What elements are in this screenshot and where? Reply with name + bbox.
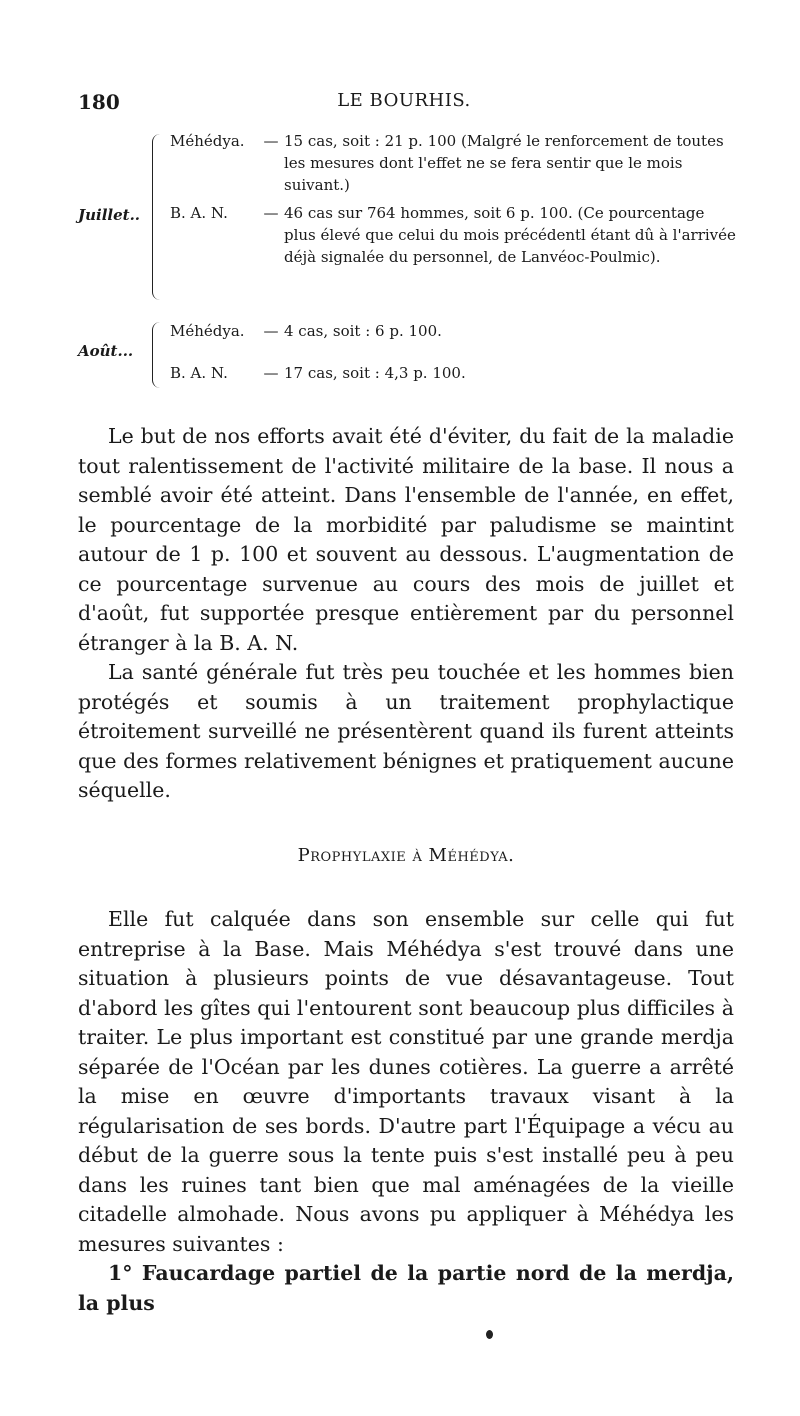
entry-ban-july xyxy=(170,202,738,268)
entry-text: 15 cas, soit : 21 p. 100 (Malgré le renforcement de toutes les mesures dont l'effet ne se fera sentir que le mois suivant.) xyxy=(284,132,724,194)
entry-text: 4 cas, soit : 6 p. 100. xyxy=(284,322,442,340)
entry-ban-august xyxy=(170,362,738,384)
entry-text: 17 cas, soit : 4,3 p. 100. xyxy=(284,364,466,382)
entry-mehedya-august xyxy=(170,320,738,342)
month-label: Août... xyxy=(78,342,134,360)
entry-site: B. A. N. xyxy=(170,204,228,222)
body-text-bottom xyxy=(78,905,734,1318)
entry-site: Méhédya. xyxy=(170,132,245,150)
paragraph: Le but de nos efforts avait été d'éviter, du fait de la maladie tout ralentissement de l'activité militaire de la base. Il nous a semblé avoir été atteint. Dans l'ensemble de l'année, en effet, le pourcentage de la morbidité par paludisme se maintint autour de 1 p. 100 et souvent au dessous. L'augmentation de ce pourcentage survenue au cours des mois de juillet et d'août, fut supportée presque entièrement par du personnel étranger à la B. A. N. xyxy=(78,424,734,655)
paragraph: Elle fut calquée dans son ensemble sur celle qui fut entreprise à la Base. Mais Méhédya s'est trouvé dans une situation à plusieurs points de vue désavantageuse. Tout d'abord les gîtes qui l'entourent sont beaucoup plus difficiles à traiter. Le plus important est constitué par une grande merdja séparée de l'Océan par les dunes cotières. La guerre a arrêté la mise en œuvre d'importants travaux visant à la régularisation de ses bords. D'autre part l'Équipage a vécu au début de la guerre sous la tente puis s'est installé peu à peu dans les ruines tant bien que mal aménagées de la vieille citadelle almohade. Nous avons pu appliquer à Méhédya les mesures suivantes : xyxy=(78,907,734,1256)
entry-dash: — xyxy=(263,322,279,340)
list-item-first: 1° Faucardage partiel de la partie nord de la merdja, la plus xyxy=(78,1261,734,1315)
entry-dash: — xyxy=(263,204,279,222)
brace xyxy=(152,322,161,388)
entry-dash: — xyxy=(263,364,279,382)
entry-site: Méhédya. xyxy=(170,322,245,340)
page-number: 180 xyxy=(78,90,120,114)
month-group-july xyxy=(78,130,738,306)
month-label: Juillet.. xyxy=(78,206,141,224)
entry-text: 46 cas sur 764 hommes, soit 6 p. 100. (Ce pourcentage plus élevé que celui du mois précédentl étant dû à l'arrivée déjà signalée du personnel, de Lanvéoc-Poulmic). xyxy=(284,204,736,266)
section-heading: Prophylaxie à Méhédya. xyxy=(297,845,515,866)
ink-dot xyxy=(486,1330,493,1339)
entry-site: B. A. N. xyxy=(170,364,228,382)
body-text-top xyxy=(78,422,734,806)
brace xyxy=(152,134,161,300)
page-header xyxy=(78,90,730,120)
running-title: LE BOURHIS. xyxy=(337,90,471,111)
paragraph: La santé générale fut très peu touchée et les hommes bien protégés et soumis à un traitement prophylactique étroitement surveillé ne présentèrent quand ils furent atteints que des formes relativement bénignes et pratiquement aucune séquelle. xyxy=(78,660,734,802)
monthly-case-list xyxy=(78,130,738,404)
entry-mehedya-july xyxy=(170,130,738,196)
entry-dash: — xyxy=(263,132,279,150)
month-group-august xyxy=(78,320,738,390)
